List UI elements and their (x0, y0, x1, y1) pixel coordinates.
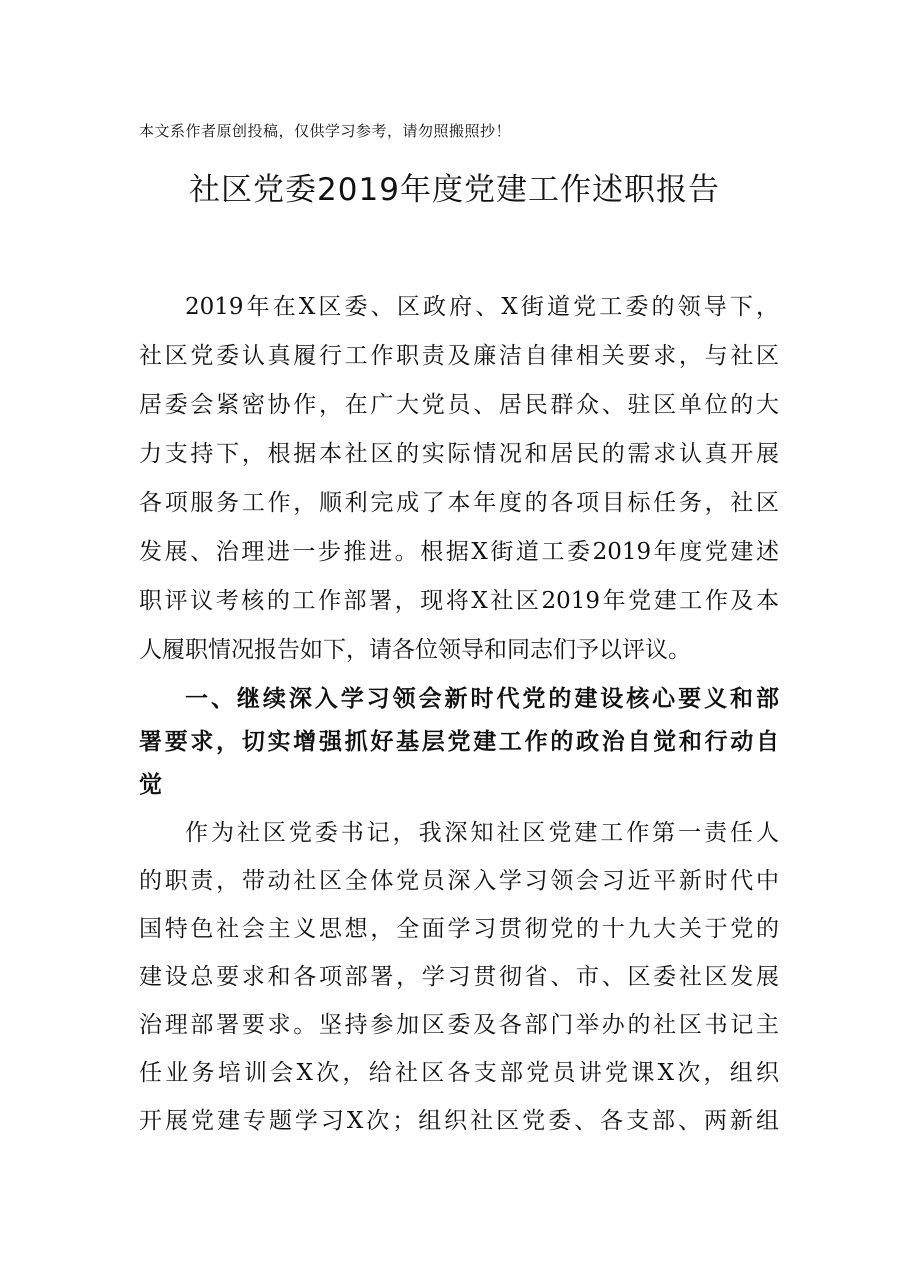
section-1-heading-line: 一、继续深入学习领会新时代党的建设核心要义和部 (185, 686, 779, 712)
section-1-heading-line: 署要求，切实增强抓好基层党建工作的政治自觉和行动自 (139, 729, 779, 755)
paragraph-1-line: 力支持下，根据本社区的实际情况和居民的需求认真开展 (139, 441, 779, 467)
paragraph-2-line: 建设总要求和各项部署，学习贯彻省、市、区委社区发展 (139, 964, 779, 990)
document-title: 社区党委2019年度党建工作述职报告 (189, 172, 720, 208)
paragraph-1-line: 2019年在X区委、区政府、X街道党工委的领导下， (185, 294, 779, 320)
paragraph-2-line: 国特色社会主义思想，全面学习贯彻党的十九大关于党的 (139, 916, 779, 942)
paragraph-2-line: 的职责，带动社区全体党员深入学习领会习近平新时代中 (139, 868, 779, 894)
paragraph-1-line: 发展、治理进一步推进。根据X街道工委2019年度党建述 (139, 539, 779, 565)
paragraph-1-line: 各项服务工作，顺利完成了本年度的各项目标任务，社区 (139, 490, 779, 516)
paragraph-1-line: 职评议考核的工作部署，现将X社区2019年党建工作及本 (139, 588, 779, 614)
paragraph-2-line: 开展党建专题学习X次；组织社区党委、各支部、两新组 (139, 1108, 779, 1134)
paragraph-1-line: 居委会紧密协作，在广大党员、居民群众、驻区单位的大 (139, 392, 779, 418)
paragraph-1-line: 社区党委认真履行工作职责及廉洁自律相关要求，与社区 (139, 343, 779, 369)
paragraph-1-line: 人履职情况报告如下，请各位领导和同志们予以评议。 (139, 637, 691, 663)
paragraph-2-line: 任业务培训会X次，给社区各支部党员讲党课X次，组织 (139, 1060, 779, 1086)
copyright-notice: 本文系作者原创投稿，仅供学习参考，请勿照搬照抄！ (139, 122, 512, 140)
paragraph-2-line: 作为社区党委书记，我深知社区党建工作第一责任人 (185, 820, 779, 846)
section-1-heading-line: 觉 (139, 772, 162, 798)
paragraph-2-line: 治理部署要求。坚持参加区委及各部门举办的社区书记主 (139, 1012, 779, 1038)
